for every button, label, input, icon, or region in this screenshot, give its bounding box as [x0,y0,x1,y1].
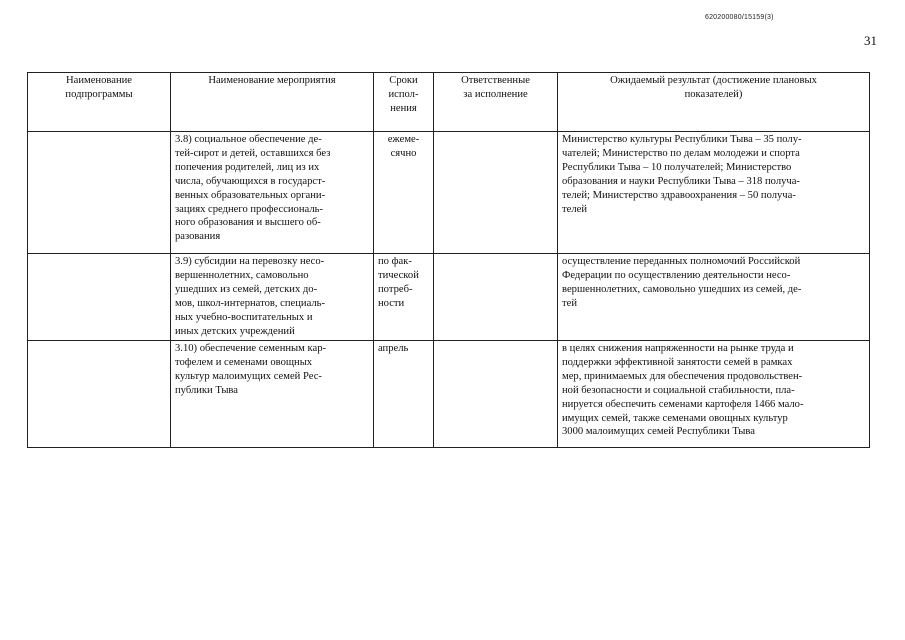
cell-result: Министерство культуры Республики Тыва – 35 полу- чателей; Министерство по делам молодежи и спорта Республики Тыва – 10 получателей; Министерство образования и науки Республики Тыва – 318 получа- телей; Министерство здравоохранения – 50 получа- телей [558,132,870,254]
cell-responsible [434,341,558,448]
column-header-subprogram: Наименование подпрограммы [28,73,171,132]
column-header-result: Ожидаемый результат (достижение плановых показателей) [558,73,870,132]
cell-result: осуществление переданных полномочий Российской Федерации по осуществлению деятельности несо- вершеннолетних, самовольно ушедших из семей, де- тей [558,254,870,341]
cell-action: 3.8) социальное обеспечение де- тей-сирот и детей, оставшихся без попечения родителей, лиц из их числа, обучающихся в государст- венных образовательных органи- зациях среднего профессиональ- ного образования и высшего об- разования [171,132,374,254]
column-header-action: Наименование мероприятия [171,73,374,132]
cell-responsible [434,132,558,254]
cell-subprogram [28,254,171,341]
column-header-term: Сроки испол- нения [374,73,434,132]
table-header-row [28,73,870,132]
table-row [28,132,870,254]
page-number: 31 [864,33,877,48]
activities-table [27,72,870,448]
cell-subprogram [28,341,171,448]
cell-result: в целях снижения напряженности на рынке труда и поддержки эффективной занятости семей в рамках мер, принимаемых для обеспечения продовольствен- ной безопасности и социальной стабильности, пла- нируется обеспечить семенами картофеля 1466 мало- имущих семей, также семенами овощных культур 3000 малоимущих семей Республики Тыва [558,341,870,448]
cell-term: апрель [374,341,434,448]
document-code: 620200080/15159(3) [705,14,774,21]
table-row [28,341,870,448]
cell-term: по фак- тической потреб- ности [374,254,434,341]
column-header-responsible: Ответственные за исполнение [434,73,558,132]
cell-term: ежеме- сячно [374,132,434,254]
cell-action: 3.9) субсидии на перевозку несо- вершеннолетних, самовольно ушедших из семей, детских до- мов, школ-интернатов, специаль- ных учебно-воспитательных и иных детских учреждений [171,254,374,341]
cell-responsible [434,254,558,341]
cell-action: 3.10) обеспечение семенным кар- тофелем и семенами овощных культур малоимущих семей Рес- публики Тыва [171,341,374,448]
table-row [28,254,870,341]
cell-subprogram [28,132,171,254]
